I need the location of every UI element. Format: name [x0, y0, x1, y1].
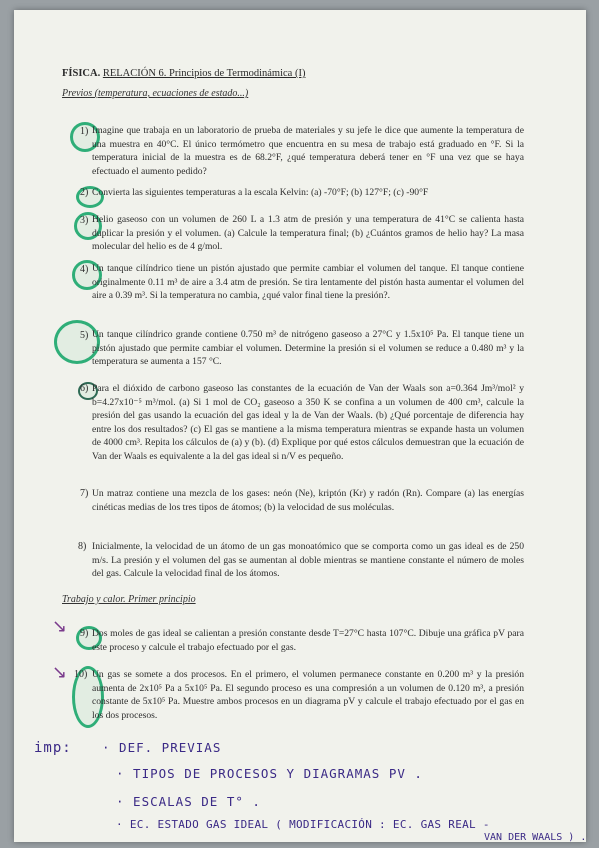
- problem-number: 7): [80, 488, 89, 499]
- problem-text: Imagine que trabaja en un laboratorio de prueba de materiales y su jefe le dice que aumente la temperatura de una muestra en 40°C. El único termómetro que encuentra en su mesa de trabajo está graduado en °F. Si la temperatura inicial de la muestra es de 68.2°F, ¿qué temperatura deberá tener en °F una vez que se haya efectuado el aumento pedido?: [92, 125, 524, 177]
- problem-number: 3): [80, 215, 89, 226]
- problem-text: Un gas se somete a dos procesos. En el primero, el volumen permanece constante en 0.200 m³ y la presión aumenta de 2x10⁵ Pa a 5x10⁵ Pa. El segundo proceso es una compresión a un volumen de 0.120 m³, a presión constante de 5x10⁵ Pa. Muestre ambos procesos en un diagrama pV y calcule el trabajo efectuado por el gas en los dos procesos.: [92, 669, 524, 721]
- arrow-icon: ↘: [52, 616, 68, 637]
- handwritten-note: · DEF. PREVIAS: [102, 740, 222, 755]
- problem-number: 2): [80, 187, 89, 198]
- problem-number: 6): [80, 383, 89, 394]
- document-page: [14, 10, 586, 842]
- handwritten-note: · EC. ESTADO GAS IDEAL ( MODIFICACIÓN : EC. GAS REAL -: [116, 818, 490, 831]
- section-trabajo: Trabajo y calor. Primer principio: [62, 594, 196, 605]
- problem-text: Inicialmente, la velocidad de un átomo de un gas monoatómico que se comporta como un gas ideal es de 250 m/s. La presión y el volumen del gas se aumentan al doble mientras se mantiene constante el número de moles del gas. Calcule la velocidad final de los átomos.: [92, 541, 524, 580]
- problem-number: 10): [74, 669, 88, 680]
- problem-text: Un matraz contiene una mezcla de los gases: neón (Ne), kriptón (Kr) y radón (Rn). Compare (a) las energías cinéticas medias de los tres tipos de átomos; (b) la velocidad de sus moléculas.: [92, 488, 524, 513]
- arrow-icon: ↘: [52, 662, 68, 683]
- problem-number: 9): [80, 628, 89, 639]
- problem-text: Convierta las siguientes temperaturas a la escala Kelvin: (a) -70°F; (b) 127°F; (c) -90°F: [92, 187, 429, 198]
- problem-text: Dos moles de gas ideal se calientan a presión constante desde T=27°C hasta 107°C. Dibuje una gráfica pV para este proceso y calcule el trabajo efectuado por el gas.: [92, 628, 524, 653]
- problem-text: Helio gaseoso con un volumen de 260 L a 1.3 atm de presión y una temperatura de 41°C se calienta hasta duplicar la presión y el volumen. (a) Calcule la temperatura final; (b) ¿Cuántos gramos de helio hay? La masa molecular del helio es de 4 g/mol.: [92, 214, 524, 253]
- problem-number: 1): [80, 126, 89, 137]
- document-title: RELACIÓN 6. Principios de Termodinámica (I): [102, 68, 306, 79]
- problem-text: Para el dióxido de carbono gaseoso las constantes de la ecuación de Van der Waals son a=0.364 Jm³/mol² y b=4.27x10⁻⁵ m³/mol. (a) Si 1 mol de CO₂ gaseoso a 350 K se confina a un volumen de 400 cm³, calcule la presión del gas usando la ecuación del gas ideal y la de Van der Waals. (b) ¿Qué porcentaje de diferencia hay entre los dos resultados? (c) El gas se mantiene a la misma temperatura mientras se expande hasta un volumen de 4000 cm³. Repita los cálculos de (a) y (b). (d) Explique por qué estos cálculos demuestran que la ecuación de Van der Waals es equivalente a la del gas ideal si n/V es pequeño.: [92, 383, 524, 462]
- problem-text: Un tanque cilíndrico grande contiene 0.750 m³ de nitrógeno gaseoso a 27°C y 1.5x10⁵ Pa. El tanque tiene un pistón ajustado que permite cambiar el volumen. Determine la presión si el volumen se reduce a 0.480 m³ y la temperatura se aumenta a 157 °C.: [92, 329, 524, 368]
- handwritten-note: VAN DER WAALS ) .: [484, 832, 586, 842]
- document-header: [62, 68, 305, 79]
- problem-number: 4): [80, 264, 89, 275]
- handwritten-note: · ESCALAS DE T° .: [116, 794, 261, 809]
- problem-number: 8): [78, 541, 87, 552]
- subject-label: FÍSICA.: [62, 68, 101, 79]
- section-previos: Previos (temperatura, ecuaciones de estado...): [62, 88, 249, 99]
- handwritten-note: · TIPOS DE PROCESOS Y DIAGRAMAS PV .: [116, 766, 423, 781]
- problem-text: Un tanque cilíndrico tiene un pistón ajustado que permite cambiar el volumen del tanque. El tanque contiene originalmente 0.11 m³ de aire a 3.4 atm de presión. Se tira lentamente del pistón hasta aumentar el volumen del aire a 0.39 m³. Si la temperatura no cambia, ¿qué valor final tiene la presión?.: [92, 263, 524, 302]
- problem-number: 5): [80, 330, 89, 341]
- handwritten-label: imp:: [34, 740, 72, 756]
